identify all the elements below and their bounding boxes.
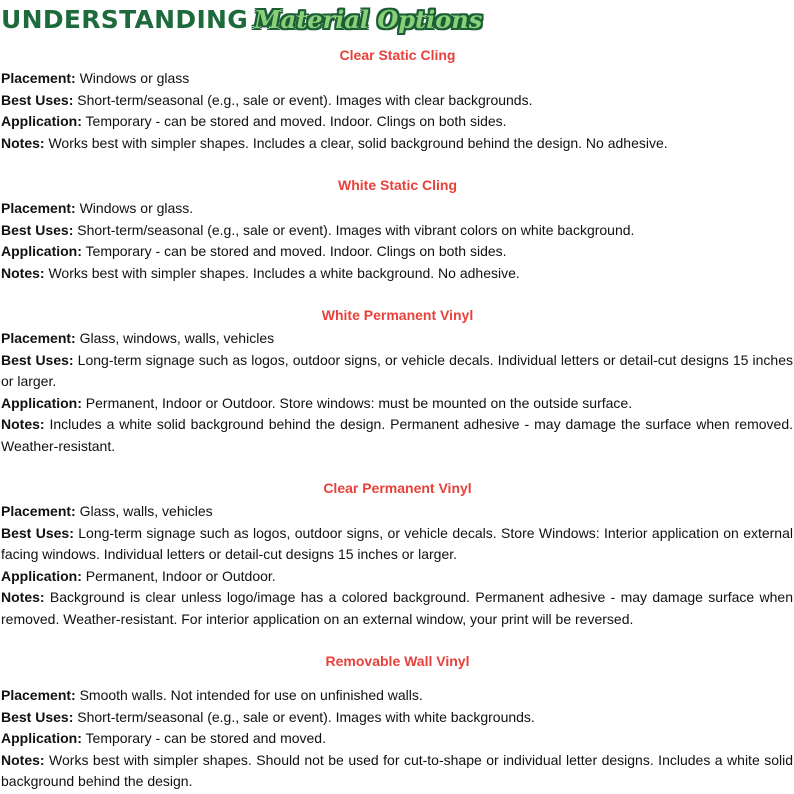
placement-label: Placement: <box>1 330 76 346</box>
application-label: Application: <box>1 243 82 259</box>
placement-text: Glass, windows, walls, vehicles <box>79 330 275 346</box>
notes-label: Notes: <box>1 416 45 432</box>
notes-line <box>1 750 794 793</box>
best-uses-line <box>1 90 794 112</box>
placement-line <box>1 68 794 90</box>
notes-line <box>1 414 794 457</box>
section-clear-static-cling <box>1 45 794 154</box>
application-text: Permanent, Indoor or Outdoor. Store windows: must be mounted on the outside surface. <box>85 394 633 411</box>
best-uses-text: Long-term signage such as logos, outdoor signs, or vehicle decals. Store Windows: Interior application on external facing windows. Individual letters or detail-cut designs 15 inches or larger. <box>1 524 793 562</box>
placement-line <box>1 328 794 350</box>
page-header <box>1 0 794 36</box>
application-label: Application: <box>1 113 82 129</box>
best-uses-label: Best Uses: <box>1 221 74 238</box>
application-line <box>1 241 794 263</box>
placement-label: Placement: <box>1 687 76 703</box>
placement-line <box>1 198 794 220</box>
best-uses-line <box>1 220 794 242</box>
header-script-title: Material Options <box>254 4 483 34</box>
header-title: UNDERSTANDING <box>1 4 249 34</box>
application-text: Temporary - can be stored and moved. Indoor. Clings on both sides. <box>85 113 507 129</box>
placement-line <box>1 501 794 523</box>
notes-text: Works best with simpler shapes. Includes a clear, solid background behind the design. No adhesive. <box>48 134 668 151</box>
placement-label: Placement: <box>1 503 76 519</box>
notes-label: Notes: <box>1 589 45 605</box>
placement-text: Windows or glass. <box>79 200 194 216</box>
notes-line <box>1 263 794 285</box>
application-text: Permanent, Indoor or Outdoor. <box>85 567 276 584</box>
best-uses-label: Best Uses: <box>1 524 74 541</box>
application-line <box>1 728 794 750</box>
placement-label: Placement: <box>1 200 76 216</box>
notes-text: Works best with simpler shapes. Includes a white background. No adhesive. <box>48 264 520 281</box>
section-title: White Permanent Vinyl <box>321 307 474 323</box>
best-uses-line <box>1 350 794 393</box>
section-title: Clear Permanent Vinyl <box>323 480 472 496</box>
best-uses-label: Best Uses: <box>1 91 74 108</box>
section-gap <box>1 284 794 305</box>
application-line <box>1 393 794 415</box>
notes-text: Includes a white solid background behind the design. Permanent adhesive - may damage the surface when removed. Weather-resistant. <box>1 416 793 454</box>
placement-line <box>1 685 794 707</box>
application-line <box>1 566 794 588</box>
notes-label: Notes: <box>1 264 45 281</box>
application-label: Application: <box>1 567 82 584</box>
placement-text: Windows or glass <box>79 70 190 86</box>
notes-line <box>1 133 794 155</box>
best-uses-text: Short-term/seasonal (e.g., sale or event). Images with clear backgrounds. <box>77 91 533 108</box>
application-line <box>1 111 794 133</box>
section-gap <box>1 630 794 651</box>
notes-text: Background is clear unless logo/image has a colored background. Permanent adhesive - may damage surface when removed. Weather-resistant. For interior application on an external window, your print will be reversed. <box>1 589 793 627</box>
notes-label: Notes: <box>1 134 45 151</box>
best-uses-label: Best Uses: <box>1 351 74 368</box>
section-title: White Static Cling <box>338 177 457 193</box>
best-uses-text: Short-term/seasonal (e.g., sale or event). Images with vibrant colors on white background. <box>77 221 635 238</box>
section-removable-wall-vinyl <box>1 651 794 793</box>
section-title: Removable Wall Vinyl <box>325 653 470 669</box>
notes-text: Works best with simpler shapes. Should not be used for cut-to-shape or individual letter designs. Includes a white solid background behind the design. <box>1 751 793 789</box>
application-text: Temporary - can be stored and moved. Indoor. Clings on both sides. <box>85 243 507 259</box>
placement-text: Glass, walls, vehicles <box>79 503 213 519</box>
application-text: Temporary - can be stored and moved. <box>85 730 326 746</box>
application-label: Application: <box>1 394 82 411</box>
best-uses-text: Long-term signage such as logos, outdoor signs, or vehicle decals. Individual letters or detail-cut designs 15 inches or larger. <box>1 351 793 389</box>
placement-text: Smooth walls. Not intended for use on unfinished walls. <box>79 687 423 703</box>
section-gap <box>1 457 794 478</box>
best-uses-line <box>1 523 794 566</box>
application-label: Application: <box>1 730 82 746</box>
section-white-permanent-vinyl <box>1 305 794 457</box>
placement-label: Placement: <box>1 70 76 86</box>
notes-line <box>1 587 794 630</box>
notes-label: Notes: <box>1 751 45 768</box>
section-title: Clear Static Cling <box>339 47 456 63</box>
section-gap <box>1 154 794 175</box>
best-uses-label: Best Uses: <box>1 708 74 725</box>
section-white-static-cling <box>1 175 794 284</box>
best-uses-text: Short-term/seasonal (e.g., sale or event). Images with white backgrounds. <box>77 708 535 725</box>
best-uses-line <box>1 707 794 729</box>
section-clear-permanent-vinyl <box>1 478 794 630</box>
